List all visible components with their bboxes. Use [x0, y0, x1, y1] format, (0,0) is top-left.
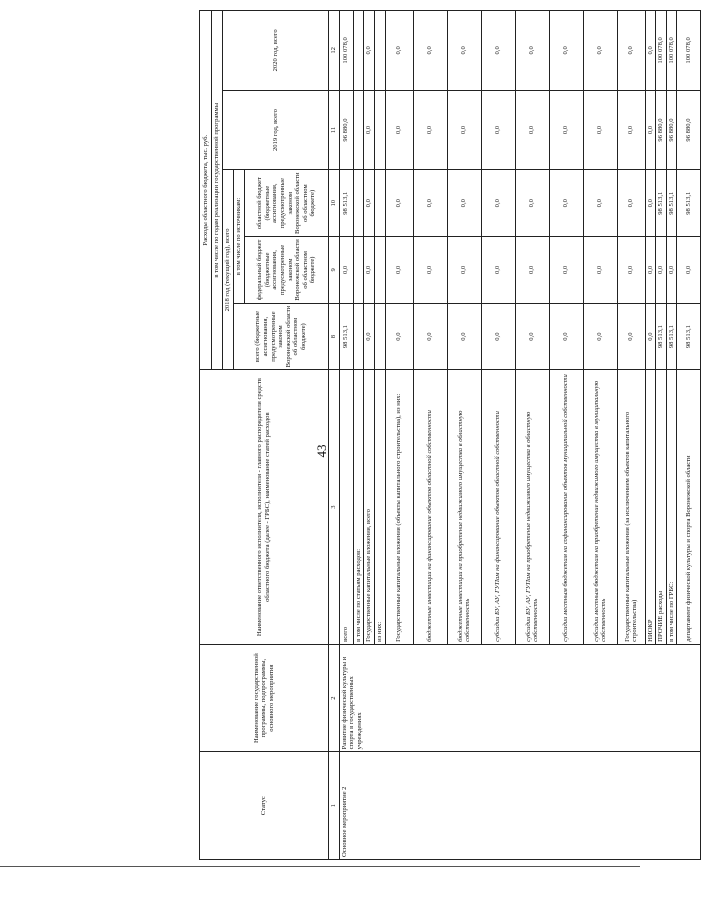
cell-v2019: 0,0 — [515, 90, 549, 170]
row-label: субсидии БУ, АУ, ГУПам на финансирование объектов областной собственности — [481, 370, 515, 644]
cell-v2018: 0,0 — [481, 303, 515, 370]
column-number: 8 — [329, 303, 340, 370]
cell-v2018: 98 513,1 — [656, 303, 667, 370]
cell-regional: 0,0 — [481, 170, 515, 237]
cell-v2018: 0,0 — [447, 303, 481, 370]
main-status: Основное мероприятие 2 — [339, 752, 701, 860]
column-number: 3 — [329, 370, 340, 644]
header-year-2019: 2019 год, всего — [223, 90, 329, 170]
header-program-name: Наименование государственной программы, подпрограммы, основного мероприятия — [200, 644, 329, 752]
header-status: Статус — [200, 752, 329, 860]
cell-v2020: 100 078,0 — [666, 11, 677, 91]
row-label: Государственные капитальные вложения (за исключением объектов капитального строительства) — [617, 370, 645, 644]
header-by-sources: в том числе по источникам: — [234, 170, 245, 303]
column-number: 1 — [329, 752, 340, 860]
cell-regional: 0,0 — [549, 170, 583, 237]
cell-v2019: 96 880,0 — [666, 90, 677, 170]
cell-federal: 0,0 — [645, 237, 656, 304]
cell-v2019: 0,0 — [549, 90, 583, 170]
row-label: бюджетные инвестиции на приобретение недвижимого имущества в областную собственность — [447, 370, 481, 644]
row-label: из них: — [375, 370, 386, 644]
cell-regional: 0,0 — [364, 170, 375, 237]
row-label: субсидии БУ, АУ, ГУПам на приобретение недвижимого имущества в областную собственность — [515, 370, 549, 644]
main-name: Развитие физической культуры и спорта в государственных учреждениях — [339, 644, 701, 752]
cell-federal: 0,0 — [385, 237, 413, 304]
cell-v2020: 0,0 — [481, 11, 515, 91]
cell-v2018: 98 513,1 — [666, 303, 677, 370]
cell-v2019: 96 880,0 — [677, 90, 701, 170]
column-number: 10 — [329, 170, 340, 237]
cell-regional: 0,0 — [447, 170, 481, 237]
cell-v2020: 0,0 — [617, 11, 645, 91]
header-expenses: Расходы областного бюджета, тыс. руб. — [200, 11, 212, 370]
cell-v2018: 0,0 — [515, 303, 549, 370]
row-label: Государственные капитальные вложения, всего — [364, 370, 375, 644]
cell-v2019: 0,0 — [364, 90, 375, 170]
cell-federal: 0,0 — [617, 237, 645, 304]
bottom-rule — [0, 866, 640, 867]
cell-v2019 — [375, 90, 386, 170]
cell-v2019: 0,0 — [645, 90, 656, 170]
cell-federal: 0,0 — [583, 237, 617, 304]
cell-v2018: 0,0 — [549, 303, 583, 370]
row-label: субсидии местным бюджетам на софинансирование объектов муниципальной собственности — [549, 370, 583, 644]
cell-v2020: 0,0 — [447, 11, 481, 91]
cell-regional: 0,0 — [617, 170, 645, 237]
cell-v2019: 0,0 — [447, 90, 481, 170]
cell-v2018: 98 513,1 — [339, 303, 353, 370]
cell-v2019: 0,0 — [413, 90, 447, 170]
cell-regional — [375, 170, 386, 237]
column-numbers-row — [329, 11, 340, 860]
cell-regional — [353, 170, 364, 237]
column-number: 9 — [329, 237, 340, 304]
header-by-years: в том числе по годам реализации государственной программы — [212, 11, 223, 370]
row-label: ПРОЧИЕ расходы — [656, 370, 667, 644]
header-federal-col: федеральный бюджет (бюджетные ассигнования, предусмотренные законом Воронежской области об областном бюджете) — [245, 237, 329, 304]
cell-v2018 — [375, 303, 386, 370]
cell-federal: 0,0 — [656, 237, 667, 304]
cell-regional: 98 513,1 — [656, 170, 667, 237]
cell-v2020: 100 078,0 — [677, 11, 701, 91]
cell-v2019: 0,0 — [385, 90, 413, 170]
budget-table — [199, 10, 701, 860]
header-year-2020: 2020 год, всего — [223, 11, 329, 91]
cell-federal — [375, 237, 386, 304]
cell-federal — [353, 237, 364, 304]
cell-v2019: 96 880,0 — [656, 90, 667, 170]
cell-federal: 0,0 — [549, 237, 583, 304]
cell-v2020: 0,0 — [413, 11, 447, 91]
row-label: в том числе по ГРБС: — [666, 370, 677, 644]
cell-regional: 0,0 — [385, 170, 413, 237]
cell-federal: 0,0 — [515, 237, 549, 304]
column-number: 2 — [329, 644, 340, 752]
cell-v2019: 0,0 — [617, 90, 645, 170]
cell-v2018: 0,0 — [413, 303, 447, 370]
cell-v2020: 0,0 — [385, 11, 413, 91]
rotated-page — [199, 10, 693, 860]
cell-federal: 0,0 — [413, 237, 447, 304]
cell-federal: 0,0 — [666, 237, 677, 304]
row-label: НИОКР — [645, 370, 656, 644]
cell-v2020 — [375, 11, 386, 91]
cell-regional: 0,0 — [515, 170, 549, 237]
cell-v2020: 0,0 — [645, 11, 656, 91]
page-number: 43 — [314, 444, 329, 458]
cell-v2019: 0,0 — [583, 90, 617, 170]
cell-v2020 — [353, 11, 364, 91]
cell-federal: 0,0 — [677, 237, 701, 304]
column-number: 12 — [329, 11, 340, 91]
table-row — [339, 11, 353, 860]
cell-v2020: 0,0 — [364, 11, 375, 91]
cell-v2020: 100 078,0 — [656, 11, 667, 91]
header-total-col: всего (бюджетные ассигнования, предусмотренные законом Воронежской области об областном бюджете) — [234, 303, 329, 370]
cell-v2020: 100 078,0 — [339, 11, 353, 91]
cell-federal: 0,0 — [364, 237, 375, 304]
cell-v2019: 0,0 — [481, 90, 515, 170]
cell-v2018: 0,0 — [364, 303, 375, 370]
cell-v2019 — [353, 90, 364, 170]
cell-v2019: 96 880,0 — [339, 90, 353, 170]
header-responsible: Наименование ответственного исполнителя, исполнителя - главного распорядителя средств областного бюджета (далее - ГРБС), наименование статей расходов — [200, 370, 329, 644]
cell-v2018 — [353, 303, 364, 370]
row-label: Государственные капитальные вложения (объекты капитального строительства), из них: — [385, 370, 413, 644]
cell-v2018: 0,0 — [645, 303, 656, 370]
row-label: департамент физической культуры и спорта Воронежской области — [677, 370, 701, 644]
column-number: 11 — [329, 90, 340, 170]
cell-regional: 0,0 — [645, 170, 656, 237]
cell-federal: 0,0 — [339, 237, 353, 304]
header-regional-col: областной бюджет (бюджетные ассигнования, предусмотренные законом Воронежской области об областном бюджете) — [245, 170, 329, 237]
cell-v2018: 0,0 — [617, 303, 645, 370]
cell-v2018: 0,0 — [583, 303, 617, 370]
cell-v2020: 0,0 — [583, 11, 617, 91]
cell-v2018: 0,0 — [385, 303, 413, 370]
cell-federal: 0,0 — [481, 237, 515, 304]
row-label: в том числе по статьям расходов: — [353, 370, 364, 644]
cell-regional: 0,0 — [583, 170, 617, 237]
cell-v2018: 98 513,1 — [677, 303, 701, 370]
row-label: субсидии местным бюджетам на приобретение недвижимого имущества в муниципальную собственность — [583, 370, 617, 644]
row-label: бюджетные инвестиции на финансирование объектов областной собственности — [413, 370, 447, 644]
cell-v2020: 0,0 — [515, 11, 549, 91]
row-label: всего — [339, 370, 353, 644]
cell-regional: 0,0 — [413, 170, 447, 237]
cell-federal: 0,0 — [447, 237, 481, 304]
header-year-2018: 2018 год (текущий год), всего — [223, 170, 234, 370]
cell-regional: 98 513,1 — [666, 170, 677, 237]
cell-regional: 98 513,1 — [677, 170, 701, 237]
cell-regional: 98 513,1 — [339, 170, 353, 237]
cell-v2020: 0,0 — [549, 11, 583, 91]
